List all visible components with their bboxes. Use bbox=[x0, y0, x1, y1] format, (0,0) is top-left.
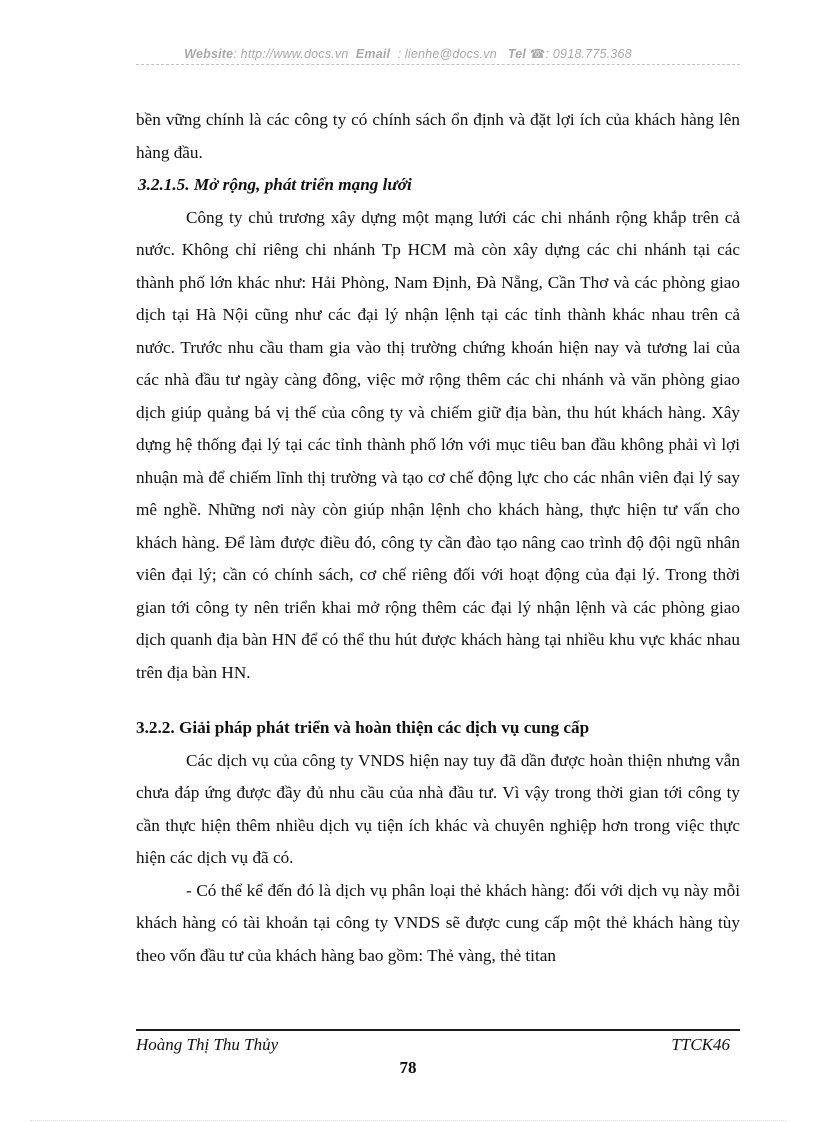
website-value: : http://www.docs.vn bbox=[233, 47, 349, 61]
page-bottom-border bbox=[30, 1120, 786, 1121]
paragraph-customer-cards: - Có thể kể đến đó là dịch vụ phân loại thẻ khách hàng: đối với dịch vụ này mỗi khách hàng có tài khoản tại công ty VNDS sẽ được cung cấp một thẻ khách hàng tùy theo vốn đầu tư của khách hàng bao gồm: Thẻ vàng, thẻ titan bbox=[136, 880, 740, 965]
paragraph-continuation: bền vững chính là các công ty có chính sách ổn định và đặt lợi ích của khách hàng lên hàng đầu. bbox=[136, 110, 740, 162]
paragraph-services: Các dịch vụ của công ty VNDS hiện nay tuy đã dần được hoàn thiện nhưng vẫn chưa đáp ứng được đầy đủ nhu cầu của nhà đầu tư. Vì vậy trong thời gian tới công ty cần thực hiện thêm nhiều dịch vụ tiện ích khác và chuyên nghiệp hơn trong việc thực hiện các dịch vụ đã có. bbox=[136, 750, 740, 867]
email-label: Email bbox=[355, 47, 391, 61]
email-value: : lienhe@docs.vn bbox=[397, 47, 497, 61]
page-header bbox=[0, 46, 816, 61]
section-heading-3-2-2: 3.2.2. Giải pháp phát triển và hoàn thiện các dịch vụ cung cấp bbox=[136, 718, 590, 737]
tel-label: Tel bbox=[507, 47, 527, 61]
document-body bbox=[136, 104, 740, 972]
footer-class-code: TTCK46 bbox=[671, 1035, 730, 1054]
tel-value: ☎: 0918.775.368 bbox=[529, 47, 632, 61]
footer-author: Hoàng Thị Thu Thủy bbox=[136, 1035, 279, 1054]
section-heading-3-2-1-5: 3.2.1.5. Mở rộng, phát triển mạng lưới bbox=[138, 175, 412, 194]
header-divider bbox=[136, 64, 740, 65]
website-label: Website bbox=[184, 47, 234, 61]
footer-divider bbox=[136, 1029, 740, 1031]
paragraph-network-expansion: Công ty chủ trương xây dựng một mạng lưới các chi nhánh rộng khắp trên cả nước. Không chỉ riêng chi nhánh Tp HCM mà còn xây dựng các chi nhánh tại các thành phố lớn khác như: Hải Phòng, Nam Định, Đà Nẵng, Cần Thơ và các phòng giao dịch tại Hà Nội cũng như các đại lý nhận lệnh tại các tỉnh thành khác nhau trên cả nước. Trước nhu cầu tham gia vào thị trường chứng khoán hiện nay và tương lai của các nhà đầu tư ngày càng đông, việc mở rộng thêm các chi nhánh và văn phòng giao dịch giúp quảng bá vị thế của công ty và chiếm giữ địa bàn, thu hút khách hàng. Xây dựng hệ thống đại lý tại các tỉnh thành phố lớn với mục tiêu ban đầu không phải vì lợi nhuận mà để chiếm lĩnh thị trường và tạo cơ chế động lực cho các nhân viên đại lý say mê nghề. Những nơi này còn giúp nhận lệnh cho khách hàng, thực hiện tư vấn cho khách hàng. Để làm được điều đó, công ty cần đào tạo nâng cao trình độ đội ngũ nhân viên đại lý; cần có chính sách, cơ chế riêng đối với hoạt động của đại lý. Trong thời gian tới công ty nên triển khai mở rộng thêm các đại lý nhận lệnh và các phòng giao dịch quanh địa bàn HN để có thể thu hút được khách hàng tại nhiều khu vực khác nhau trên địa bàn HN. bbox=[136, 207, 740, 682]
page-number: 78 bbox=[399, 1058, 417, 1077]
